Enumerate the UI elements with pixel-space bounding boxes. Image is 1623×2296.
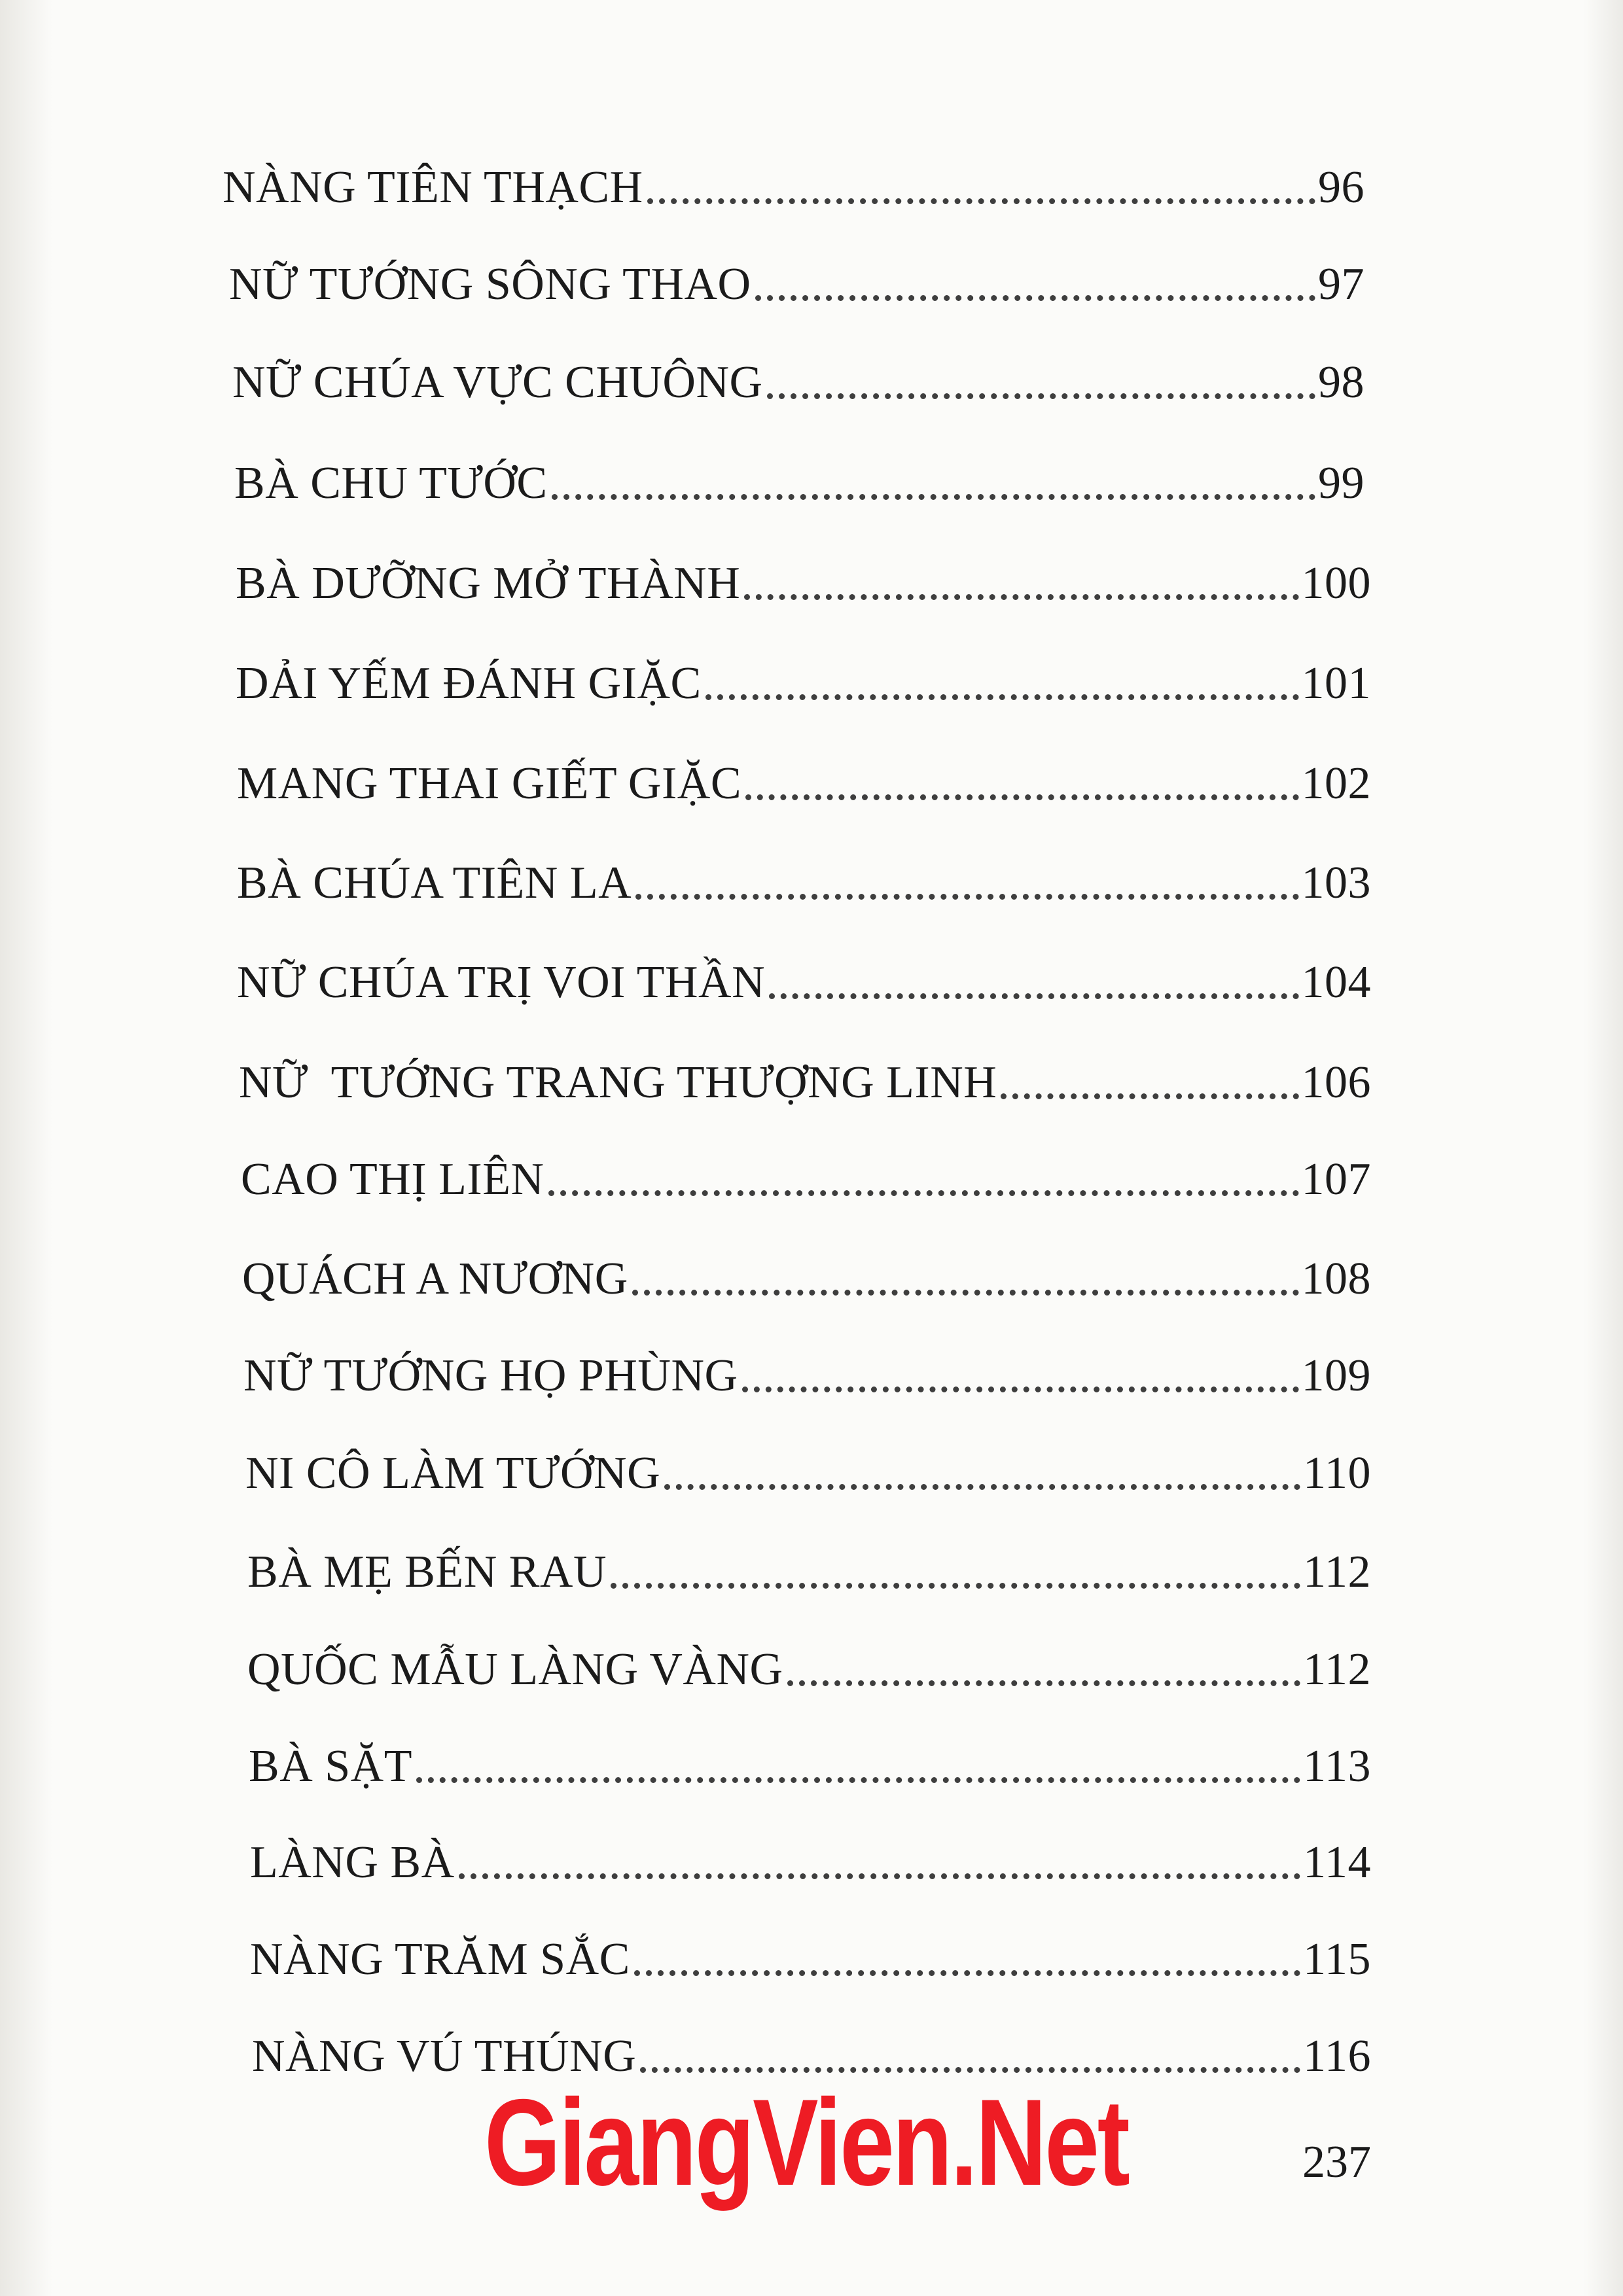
toc-entry-page: 103: [1301, 858, 1371, 908]
toc-entry-page: 102: [1301, 758, 1371, 809]
toc-entry-page: 97: [1318, 259, 1364, 309]
toc-entry-title: BÀ CHU TƯỚC: [234, 458, 548, 508]
toc-dot-leader: [647, 198, 1315, 204]
toc-dot-leader: [416, 1777, 1300, 1783]
toc-entry[interactable]: [243, 1340, 1371, 1399]
toc-entry[interactable]: [250, 1827, 1371, 1886]
toc-dot-leader: [634, 1970, 1300, 1976]
toc-entry-title: NỮ TƯỚNG SÔNG THAO: [229, 259, 751, 309]
toc-entry-page: 99: [1318, 458, 1364, 508]
toc-entry-title: NỮ CHÚA VỰC CHUÔNG: [232, 357, 763, 408]
toc-entry-page: 96: [1318, 162, 1364, 213]
toc-entry-title: QUÁCH A NƯƠNG: [242, 1254, 628, 1304]
toc-dot-leader: [755, 295, 1315, 301]
toc-entry-title: BÀ MẸ BẾN RAU: [247, 1547, 607, 1597]
page-number: 237: [1302, 2137, 1371, 2187]
toc-dot-leader: [640, 2067, 1300, 2073]
toc-entry-title: CAO THỊ LIÊN: [241, 1154, 544, 1205]
toc-dot-leader: [635, 894, 1298, 900]
toc-dot-leader: [787, 1680, 1301, 1686]
toc-entry-title: NỮ CHÚA TRỊ VOI THẦN: [237, 957, 766, 1008]
toc-entry[interactable]: [247, 1536, 1371, 1595]
toc-entry-page: 106: [1301, 1057, 1371, 1108]
toc-entry[interactable]: [242, 1243, 1371, 1302]
toc-entry[interactable]: [236, 548, 1371, 607]
toc-entry[interactable]: [223, 152, 1364, 211]
toc-dot-leader: [611, 1583, 1300, 1589]
toc-entry-page: 109: [1301, 1351, 1371, 1401]
toc-entry-title: NỮ TƯỚNG HỌ PHÙNG: [243, 1351, 738, 1401]
toc-entry-page: 104: [1301, 957, 1371, 1008]
toc-entry-page: 108: [1301, 1254, 1371, 1304]
toc-dot-leader: [744, 594, 1298, 600]
toc-entry-title: BÀ CHÚA TIÊN LA: [237, 858, 632, 908]
toc-entry[interactable]: [234, 448, 1364, 506]
toc-entry-title: NỮ TƯỚNG TRANG THƯỢNG LINH: [239, 1057, 997, 1108]
toc-entry-title: NI CÔ LÀM TƯỚNG: [245, 1448, 661, 1498]
toc-dot-leader: [548, 1190, 1299, 1196]
toc-entry-page: 100: [1301, 558, 1371, 609]
toc-entry[interactable]: [252, 2021, 1371, 2079]
toc-dot-leader: [705, 694, 1299, 700]
toc-entry-page: 112: [1303, 1644, 1371, 1695]
toc-entry-title: QUỐC MẪU LÀNG VÀNG: [247, 1644, 783, 1695]
toc-entry[interactable]: [249, 1731, 1371, 1790]
toc-entry-page: 98: [1318, 357, 1364, 408]
toc-entry-title: LÀNG BÀ: [250, 1837, 455, 1888]
toc-entry[interactable]: [237, 947, 1371, 1006]
toc-entry-page: 101: [1301, 658, 1371, 709]
toc-dot-leader: [1001, 1093, 1298, 1099]
toc-dot-leader: [459, 1873, 1300, 1879]
toc-dot-leader: [742, 1386, 1299, 1392]
toc-entry-title: DẢI YẾM ĐÁNH GIẶC: [236, 658, 702, 709]
toc-entry[interactable]: [236, 648, 1371, 707]
toc-entry-title: BÀ SẶT: [249, 1741, 412, 1792]
toc-entry-title: NÀNG VÚ THÚNG: [252, 2031, 637, 2081]
toc-entry[interactable]: [239, 1047, 1371, 1106]
toc-entry-page: 107: [1301, 1154, 1371, 1205]
toc-dot-leader: [632, 1290, 1299, 1296]
toc-entry[interactable]: [241, 1144, 1371, 1203]
toc-entry-page: 115: [1303, 1934, 1371, 1985]
watermark-logo: GiangVien.Net: [484, 2074, 1128, 2211]
toc-entry[interactable]: [229, 249, 1364, 308]
toc-entry-title: BÀ DƯỠNG MỞ THÀNH: [236, 558, 741, 609]
toc-entry-page: 113: [1303, 1741, 1371, 1792]
toc-entry-title: NÀNG TIÊN THẠCH: [223, 162, 643, 213]
toc-entry[interactable]: [250, 1924, 1371, 1983]
toc-entry[interactable]: [237, 748, 1371, 807]
toc-entry[interactable]: [232, 347, 1364, 406]
toc-entry[interactable]: [245, 1438, 1371, 1496]
toc-entry-page: 110: [1303, 1448, 1371, 1498]
toc-entry[interactable]: [247, 1634, 1371, 1693]
toc-dot-leader: [552, 494, 1315, 500]
toc-dot-leader: [664, 1484, 1300, 1490]
toc-entry-page: 112: [1303, 1547, 1371, 1597]
toc-dot-leader: [769, 993, 1298, 999]
toc-entry[interactable]: [237, 847, 1371, 906]
toc-dot-leader: [767, 393, 1315, 399]
toc-dot-leader: [745, 794, 1298, 800]
toc-entry-page: 116: [1303, 2031, 1371, 2081]
toc-entry-title: NÀNG TRĂM SẮC: [250, 1934, 630, 1985]
toc-entry-page: 114: [1303, 1837, 1371, 1888]
toc-entry-title: MANG THAI GIẾT GIẶC: [237, 758, 742, 809]
